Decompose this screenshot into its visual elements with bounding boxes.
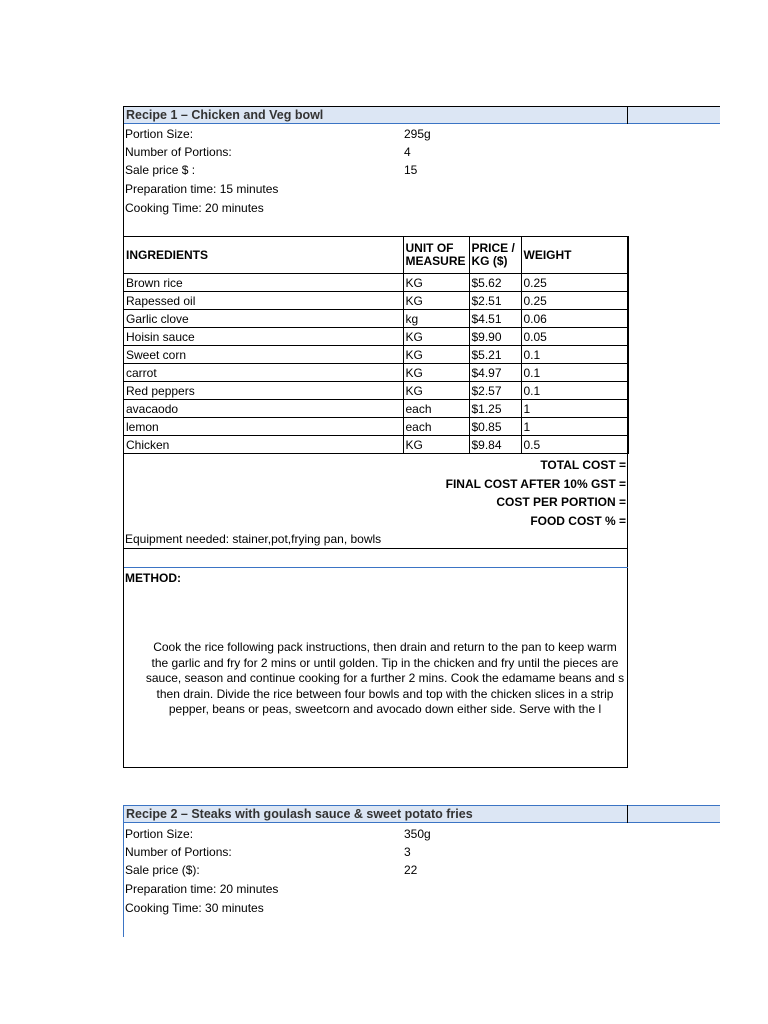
food-cost-pct-label: FOOD COST % =: [530, 514, 626, 528]
recipe2-sale-price-label: Sale price ($):: [125, 863, 200, 877]
table-row: [124, 364, 628, 382]
final-cost-label: FINAL COST AFTER 10% GST =: [445, 477, 626, 491]
cell-price: $4.97: [469, 364, 521, 382]
cell-unit: KG: [403, 346, 469, 364]
cell-weight: 0.05: [521, 328, 628, 346]
recipe2-left-border: [123, 805, 124, 937]
table-row: [124, 418, 628, 436]
recipe1-sale-price-value: 15: [404, 163, 418, 177]
cell-price: $0.85: [469, 418, 521, 436]
band-divider: [627, 106, 628, 124]
table-row: [124, 436, 628, 454]
method-line: then drain. Divide the rice between four bowls and top with the chicken slices in a strip: [156, 686, 614, 701]
cell-price: $2.51: [469, 292, 521, 310]
cell-unit: each: [403, 418, 469, 436]
cell-unit: KG: [403, 382, 469, 400]
header-ingredients: INGREDIENTS: [124, 237, 403, 274]
recipe1-portion-size-label: Portion Size:: [125, 127, 194, 141]
header-weight: WEIGHT: [521, 237, 628, 274]
method-text: [124, 640, 628, 718]
recipe2-sale-price-value: 22: [404, 863, 418, 877]
recipe1-sale-price-label: Sale price $ :: [125, 163, 196, 177]
method-line: pepper, beans or peas, sweetcorn and avocado down either side. Serve with the l: [168, 702, 602, 716]
recipe1-cook-time: Cooking Time: 20 minutes: [125, 201, 264, 215]
cell-ingredient: Chicken: [124, 436, 403, 454]
recipe2-portions-value: 3: [404, 845, 411, 859]
recipe2-title: Recipe 2 – Steaks with goulash sauce & sweet potato fries: [126, 807, 473, 821]
cell-price: $5.21: [469, 346, 521, 364]
recipe1-prep-time: Preparation time: 15 minutes: [125, 182, 279, 196]
method-line: sauce, season and continue cooking for a further 2 mins. Cook the edamame beans and s: [145, 671, 625, 685]
cell-ingredient: Garlic clove: [124, 310, 403, 328]
equipment-needed: Equipment needed: stainer,pot,frying pan, bowls: [125, 532, 382, 546]
recipe1-title: Recipe 1 – Chicken and Veg bowl: [126, 108, 324, 122]
method-bottom-border: [124, 767, 628, 768]
cell-weight: 0.5: [521, 436, 628, 454]
cell-weight: 1: [521, 418, 628, 436]
table-row: [124, 400, 628, 418]
cell-ingredient: carrot: [124, 364, 403, 382]
cell-ingredient: Brown rice: [124, 274, 403, 292]
cell-weight: 0.25: [521, 292, 628, 310]
cell-unit: KG: [403, 274, 469, 292]
cell-ingredient: Rapessed oil: [124, 292, 403, 310]
cell-ingredient: Red peppers: [124, 382, 403, 400]
table-row: [124, 382, 628, 400]
ingredients-table: [124, 236, 629, 454]
cell-weight: 0.1: [521, 382, 628, 400]
table-row: [124, 310, 628, 328]
cell-weight: 1: [521, 400, 628, 418]
method-line: the garlic and fry for 2 mins or until golden. Tip in the chicken and fry until the pieces are: [151, 655, 619, 670]
cell-price: $4.51: [469, 310, 521, 328]
recipe2-cook-time: Cooking Time: 30 minutes: [125, 901, 264, 915]
recipe1-title-band: [124, 106, 720, 124]
cell-price: $1.25: [469, 400, 521, 418]
equipment-divider: [124, 548, 628, 549]
header-unit: UNIT OF MEASURE: [403, 237, 469, 274]
recipe1-portions-label: Number of Portions:: [125, 145, 232, 159]
cell-weight: 0.1: [521, 364, 628, 382]
cell-unit: KG: [403, 328, 469, 346]
method-line: Cook the rice following pack instructions, then drain and return to the pan to keep warm: [153, 640, 617, 654]
cell-ingredient: lemon: [124, 418, 403, 436]
cell-price: $2.57: [469, 382, 521, 400]
cell-unit: each: [403, 400, 469, 418]
table-row: [124, 292, 628, 310]
band-divider: [627, 805, 628, 823]
cell-ingredient: Hoisin sauce: [124, 328, 403, 346]
cell-ingredient: Sweet corn: [124, 346, 403, 364]
recipe1-portion-size-value: 295g: [404, 127, 431, 141]
method-label: METHOD:: [125, 571, 181, 585]
cost-per-portion-label: COST PER PORTION =: [496, 495, 626, 509]
recipe2-prep-time: Preparation time: 20 minutes: [125, 882, 279, 896]
cell-unit: KG: [403, 364, 469, 382]
cell-unit: KG: [403, 292, 469, 310]
total-cost-label: TOTAL COST =: [540, 458, 626, 472]
recipe1-portions-value: 4: [404, 145, 411, 159]
header-price: PRICE / KG ($): [469, 237, 521, 274]
recipe2-portion-size-value: 350g: [404, 827, 431, 841]
cell-ingredient: avacaodo: [124, 400, 403, 418]
cell-weight: 0.06: [521, 310, 628, 328]
recipe2-portions-label: Number of Portions:: [125, 845, 232, 859]
cell-price: $9.84: [469, 436, 521, 454]
cell-price: $9.90: [469, 328, 521, 346]
cell-price: $5.62: [469, 274, 521, 292]
cell-unit: KG: [403, 436, 469, 454]
recipe2-portion-size-label: Portion Size:: [125, 827, 194, 841]
recipe2-title-band: [124, 805, 720, 823]
table-row: [124, 328, 628, 346]
cell-unit: kg: [403, 310, 469, 328]
method-section: [124, 568, 628, 767]
table-row: [124, 346, 628, 364]
cell-weight: 0.25: [521, 274, 628, 292]
ingredients-header-row: [124, 237, 628, 274]
table-row: [124, 274, 628, 292]
cell-weight: 0.1: [521, 346, 628, 364]
